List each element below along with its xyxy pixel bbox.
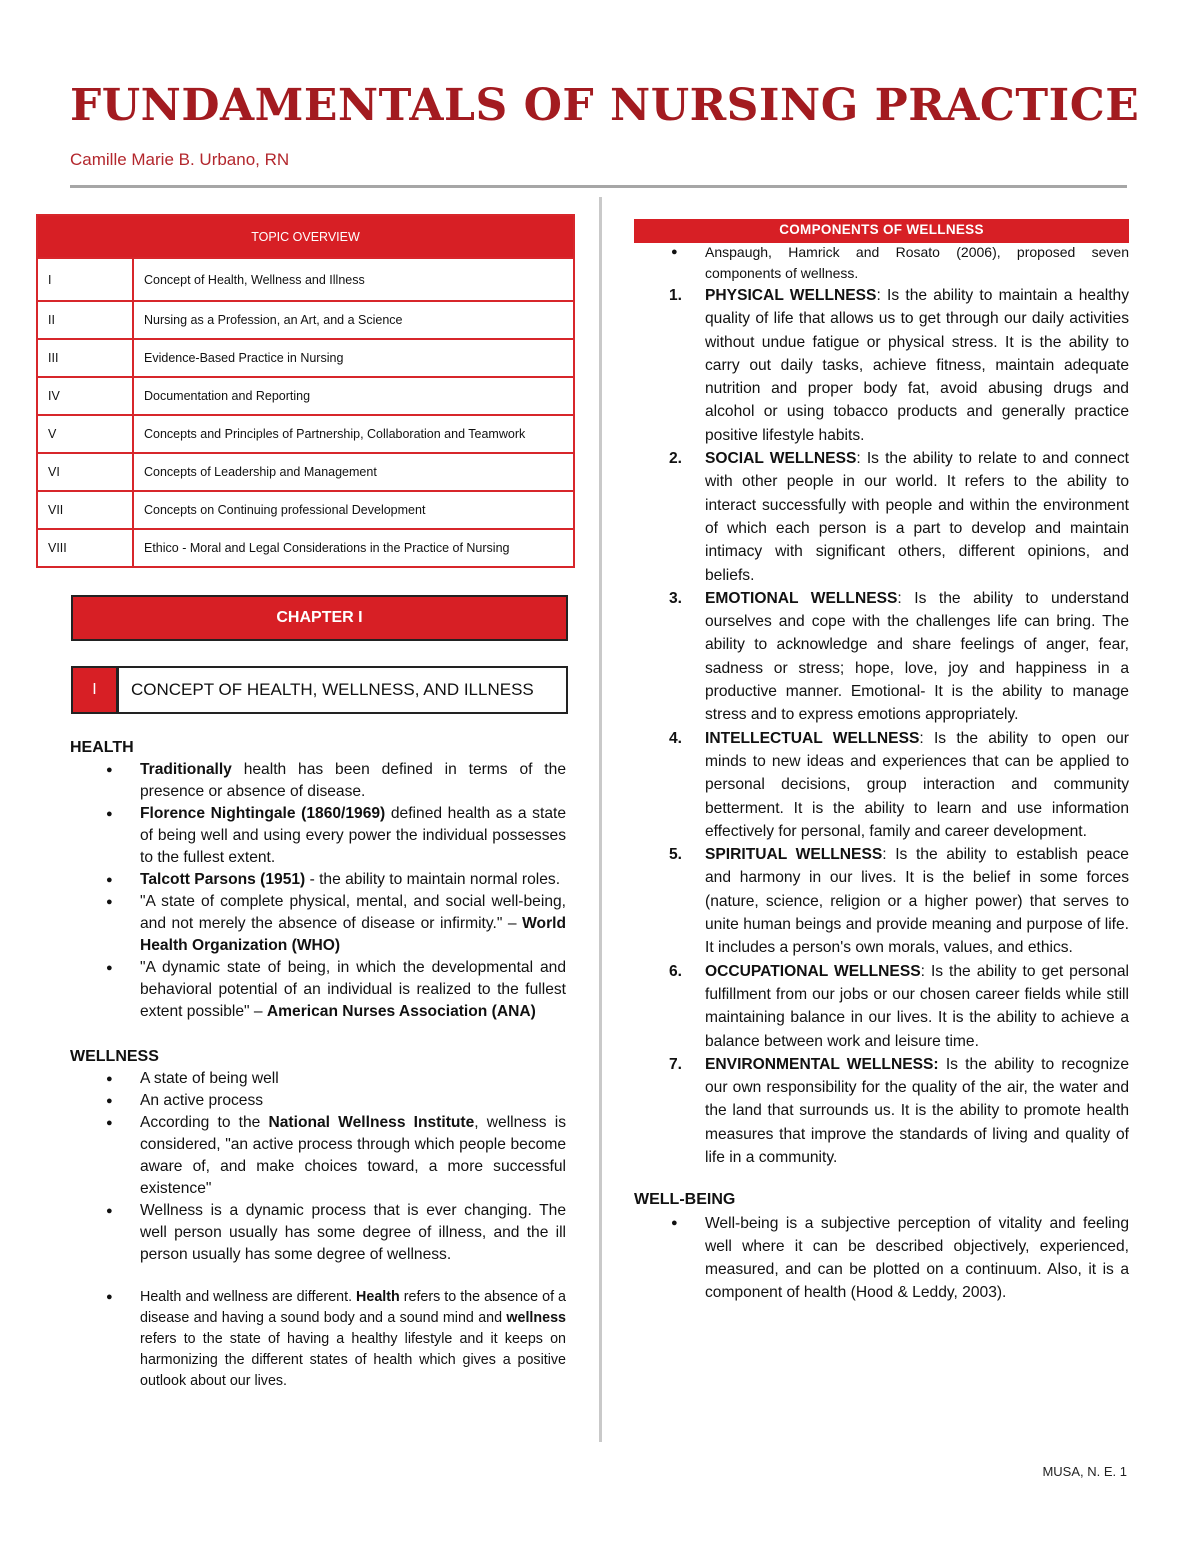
topic-num: II [37, 301, 133, 339]
list-item: ● Florence Nightingale (1860/1969) defined health as a state of being well and using every power the individual possesses to the fullest extent. [140, 803, 566, 869]
topic-name: Ethico - Moral and Legal Considerations in the Practice of Nursing [133, 529, 574, 567]
list-item: ● "A dynamic state of being, in which the developmental and behavioral potential of an individual is realized to the fullest extent possible" – American Nurses Association (ANA) [140, 957, 566, 1023]
list-item: ● "A state of complete physical, mental, and social well-being, and not merely the absence of disease or infirmity." – World Health Organization (WHO) [140, 891, 566, 957]
health-wellness-content [70, 737, 566, 1392]
health-heading: HEALTH [70, 739, 134, 756]
author-name: Camille Marie B. Urbano, RN [70, 150, 290, 169]
column-divider [599, 197, 602, 1442]
list-item: ● Health and wellness are different. Health refers to the absence of a disease and having a sound body and a sound mind and wellness refers to the state of having a healthy lifestyle and it keeps on harmonizing the different states of health which gives a positive outlook about our lives. [140, 1287, 566, 1392]
section-title: CONCEPT OF HEALTH, WELLNESS, AND ILLNESS [116, 668, 534, 712]
page-footer: MUSA, N. E. 1 [1042, 1464, 1127, 1479]
topic-name: Nursing as a Profession, an Art, and a Science [133, 301, 574, 339]
component-item-occupational: 6. OCCUPATIONAL WELLNESS: Is the ability to get personal fulfillment from our jobs or our chosen career fields while still maintaining balance in our lives. It is the ability to achieve a balance between work and leisure time. [669, 962, 1129, 1050]
component-item-physical: 1. PHYSICAL WELLNESS: Is the ability to maintain a healthy quality of life that allows us to get through our daily activities without undue fatigue or physical stress. It is the ability to carry out daily tasks, achieve fitness, maintain adequate nutrition and proper body fat, avoid abusing drugs and alcohol or using tobacco products and generally practice positive lifestyle habits. [669, 287, 1130, 444]
topic-name: Concepts on Continuing professional Development [133, 491, 574, 529]
component-item-environmental: 7. ENVIRONMENTAL WELLNESS: Is the ability to recognize our own responsibility for the quality of the air, the water and the land that surrounds us. It is the ability to promote health measures that improve the standards of living and quality of life in a community. [669, 1055, 1129, 1166]
topic-num: VIII [37, 529, 133, 567]
topic-num: V [37, 415, 133, 453]
health-list [70, 759, 566, 1023]
document-title: FUNDAMENTALS OF NURSING PRACTICE [70, 80, 1140, 131]
topic-num: III [37, 339, 133, 377]
wellness-heading: WELLNESS [70, 1048, 159, 1065]
list-item: ● Traditionally health has been defined in terms of the presence or absence of disease. [140, 759, 566, 803]
section-heading [71, 666, 568, 714]
list-item: ● Anspaugh, Hamrick and Rosato (2006), proposed seven components of wellness. [705, 242, 1129, 284]
components-column [634, 219, 1129, 1305]
components-list [634, 284, 1129, 1169]
list-item: ● Talcott Parsons (1951) - the ability to maintain normal roles. [140, 869, 566, 891]
component-item-social: 2. SOCIAL WELLNESS: Is the ability to relate to and connect with other people in our world. It refers to the ability to interact successfully with people and within the environment of which each person is a part to develop and maintain intimacy with significant others, different opinions, and beliefs. [669, 450, 1129, 584]
list-item: ● A state of being well [140, 1068, 566, 1090]
topic-overview-header: TOPIC OVERVIEW [37, 215, 574, 258]
list-item: ● An active process [140, 1090, 566, 1112]
wellbeing-heading: WELL-BEING [634, 1191, 736, 1209]
header-rule [70, 185, 1127, 188]
topic-num: IV [37, 377, 133, 415]
topic-name: Documentation and Reporting [133, 377, 574, 415]
chapter-banner: CHAPTER I [71, 595, 568, 641]
topic-num: VII [37, 491, 133, 529]
topic-num: I [37, 258, 133, 301]
topic-name: Concepts of Leadership and Management [133, 453, 574, 491]
topic-name: Concepts and Principles of Partnership, Collaboration and Teamwork [133, 415, 574, 453]
topic-num: VI [37, 453, 133, 491]
section-number: I [71, 668, 116, 712]
list-item: ● Well-being is a subjective perception of vitality and feeling well where it can be described objectively, experienced, measured, and can be plotted on a continuum. Also, it is a component of health (Hood & Leddy, 2003). [705, 1212, 1129, 1305]
component-item-emotional: 3. EMOTIONAL WELLNESS: Is the ability to understand ourselves and cope with the challenges life can bring. The ability to acknowledge and share feelings of anger, fear, sadness or stress; hope, love, joy and happiness in a productive manner. Emotional- It is the ability to manage stress and to express emotions appropriately. [669, 589, 1129, 724]
topic-name: Evidence-Based Practice in Nursing [133, 339, 574, 377]
list-item: ● According to the National Wellness Institute, wellness is considered, "an active process through which people become aware of, and make choices toward, a more successful existence" [140, 1112, 566, 1200]
topic-name: Concept of Health, Wellness and Illness [133, 258, 574, 301]
component-item-intellectual: 4. INTELLECTUAL WELLNESS: Is the ability to open our minds to new ideas and experiences that can be applied to personal decisions, group interaction and community betterment. It is the ability to learn and use information effectively for personal, family and career development. [669, 729, 1129, 840]
topic-overview-table-wrap [36, 214, 576, 1389]
wellness-list [70, 1068, 566, 1392]
components-header: COMPONENTS OF WELLNESS [634, 219, 1129, 243]
wellbeing-section [634, 1188, 1129, 1304]
component-item-spiritual: 5. SPIRITUAL WELLNESS: Is the ability to establish peace and harmony in our lives. It is the belief in some forces (nature, science, religion or a higher power) that serves to unite human beings and provide meaning and purpose of life. It includes a person's own morals, values, and ethics. [669, 846, 1129, 957]
components-intro [634, 242, 1129, 284]
list-item: ● Wellness is a dynamic process that is ever changing. The well person usually has some degree of illness, and the ill person usually has some degree of wellness. [140, 1200, 566, 1266]
topic-overview-table [36, 214, 575, 568]
